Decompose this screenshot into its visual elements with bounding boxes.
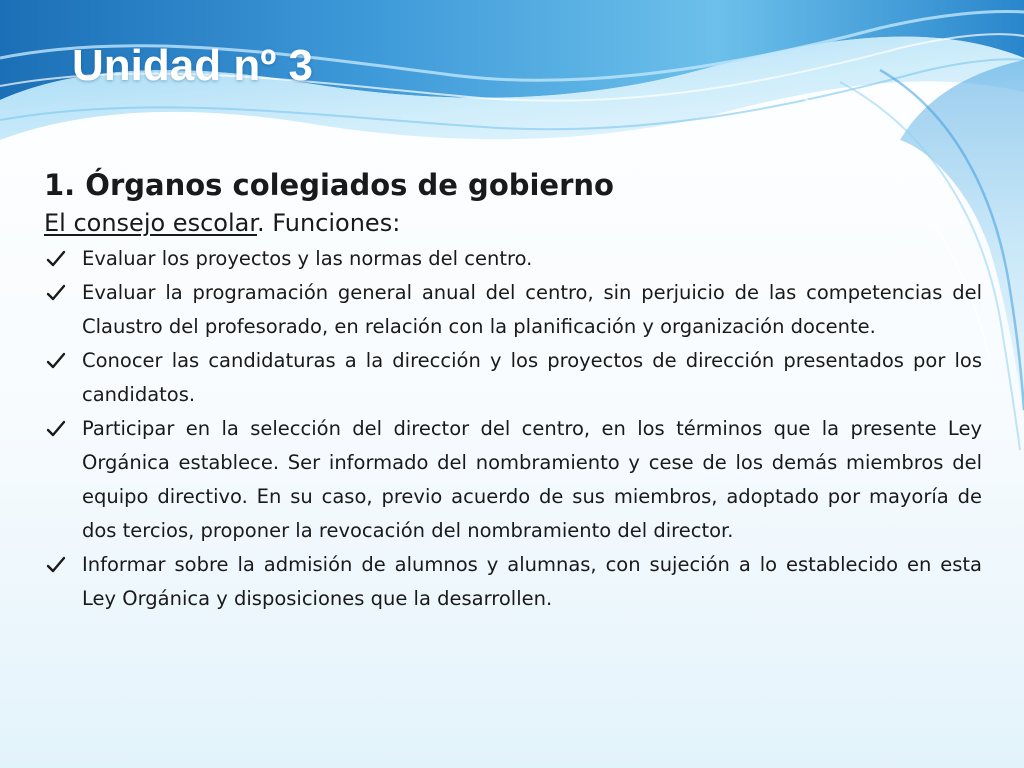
- slide-content: [44, 164, 982, 616]
- checkmark-icon: [46, 548, 68, 582]
- functions-list: [44, 242, 982, 616]
- list-item-text: Participar en la selección del director del centro, en los términos que la presente Ley Orgánica establece. Ser informado del nombramiento y cese de los demás miembros del equipo directivo. En su caso, previo acuerdo de sus miembros, adoptado por mayoría de dos tercios, proponer la revocación del nombramiento del director.: [82, 417, 982, 542]
- subheading-underlined: El consejo escolar: [44, 209, 257, 237]
- list-item: [44, 412, 982, 548]
- list-item: [44, 344, 982, 412]
- list-item: [44, 276, 982, 344]
- list-item-text: Evaluar la programación general anual del centro, sin perjuicio de las competencias del Claustro del profesorado, en relación con la planificación y organización docente.: [82, 281, 982, 338]
- list-item-text: Evaluar los proyectos y las normas del centro.: [82, 247, 533, 270]
- list-item: [44, 242, 982, 276]
- list-item: [44, 548, 982, 616]
- checkmark-icon: [46, 344, 68, 378]
- checkmark-icon: [46, 412, 68, 446]
- checkmark-icon: [46, 242, 68, 276]
- checkmark-icon: [46, 276, 68, 310]
- subheading: [44, 206, 982, 240]
- subheading-rest: . Funciones:: [257, 209, 401, 237]
- section-heading: 1. Órganos colegiados de gobierno: [44, 168, 614, 202]
- slide-title: Unidad nº 3: [72, 41, 313, 90]
- list-item-text: Conocer las candidaturas a la dirección y los proyectos de dirección presentados por los candidatos.: [82, 349, 982, 406]
- list-item-text: Informar sobre la admisión de alumnos y alumnas, con sujeción a lo establecido en esta Ley Orgánica y disposiciones que la desarrollen.: [82, 553, 982, 610]
